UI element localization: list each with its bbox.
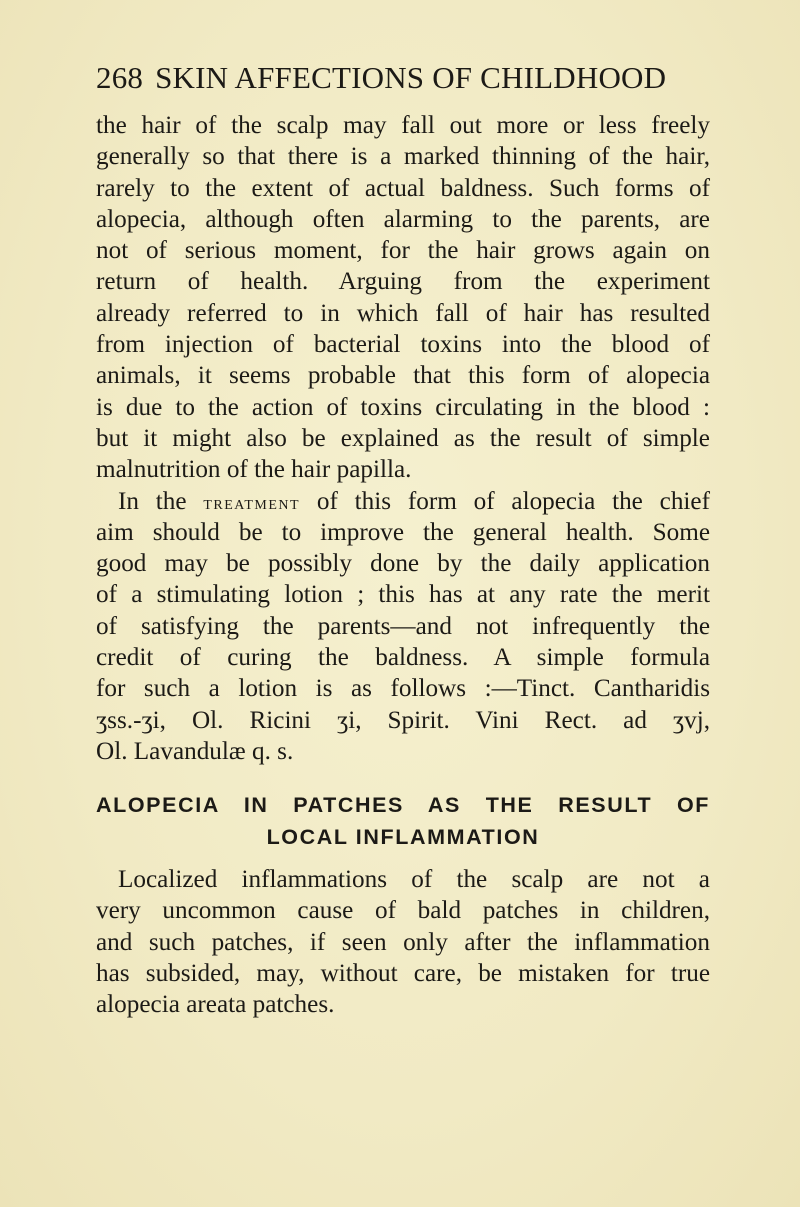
paragraph-2-line: of satisfying the parents—and not infrequently the xyxy=(96,612,710,640)
paragraph-2-line: Ol. Lavandulæ q. s. xyxy=(96,737,294,765)
paragraph-2-lead: In the xyxy=(118,487,204,515)
section-heading-line-2: LOCAL INFLAMMATION xyxy=(266,825,540,849)
running-title: SKIN AFFECTIONS OF CHILDHOOD xyxy=(155,60,667,95)
paragraph-1-line: from injection of bacterial toxins into the blood of xyxy=(96,331,710,359)
paragraph-2-lead-rest: of this form of alopecia the chief xyxy=(300,487,710,515)
paragraph-2-line: of a stimulating lotion ; this has at any rate the merit xyxy=(96,581,710,609)
paragraph-3-line: has subsided, may, without care, be mistaken for true xyxy=(96,959,710,987)
paragraph-3-line: very uncommon cause of bald patches in children, xyxy=(96,897,710,925)
section-body-text xyxy=(96,864,710,1020)
paragraph-2-line: good may be possibly done by the daily application xyxy=(96,550,710,578)
body-text xyxy=(96,110,710,767)
paragraph-2-line: ʒss.-ʒi, Ol. Ricini ʒi, Spirit. Vini Rect. ad ʒvj, xyxy=(96,706,710,734)
paragraph-2-line: credit of curing the baldness. A simple formula xyxy=(96,644,710,672)
page-number: 268 xyxy=(96,60,144,95)
paragraph-1-line: alopecia, although often alarming to the parents, are xyxy=(96,205,710,233)
paragraph-1-line: is due to the action of toxins circulating in the blood : xyxy=(96,393,710,421)
paragraph-1-line: rarely to the extent of actual baldness. Such forms of xyxy=(96,174,710,202)
section-heading-line-1: ALOPECIA IN PATCHES AS THE RESULT OF xyxy=(96,793,710,817)
paragraph-2-first-line xyxy=(96,486,710,517)
paragraph-1-line: not of serious moment, for the hair grows again on xyxy=(96,237,710,265)
running-head xyxy=(96,60,716,96)
paragraph-1-line: malnutrition of the hair papilla. xyxy=(96,456,412,484)
paragraph-1-line: but it might also be explained as the result of simple xyxy=(96,424,710,452)
paragraph-1-line: generally so that there is a marked thinning of the hair, xyxy=(96,143,710,171)
treatment-smallcaps: treatment xyxy=(203,491,301,514)
paragraph-3-line: and such patches, if seen only after the inflammation xyxy=(96,928,710,956)
paragraph-3-line: Localized inflammations of the scalp are not a xyxy=(118,866,710,893)
paragraph-1-line: animals, it seems probable that this form of alopecia xyxy=(96,362,710,390)
paragraph-3-line: alopecia areata patches. xyxy=(96,991,335,1019)
paragraph-1-line: the hair of the scalp may fall out more or less freely xyxy=(96,112,710,139)
paragraph-2-line: for such a lotion is as follows :—Tinct. Cantharidis xyxy=(96,675,710,703)
paragraph-1-line: return of health. Arguing from the experiment xyxy=(96,268,710,296)
paragraph-2-line: aim should be to improve the general health. Some xyxy=(96,518,710,546)
paragraph-1-line: already referred to in which fall of hair has resulted xyxy=(96,299,710,327)
